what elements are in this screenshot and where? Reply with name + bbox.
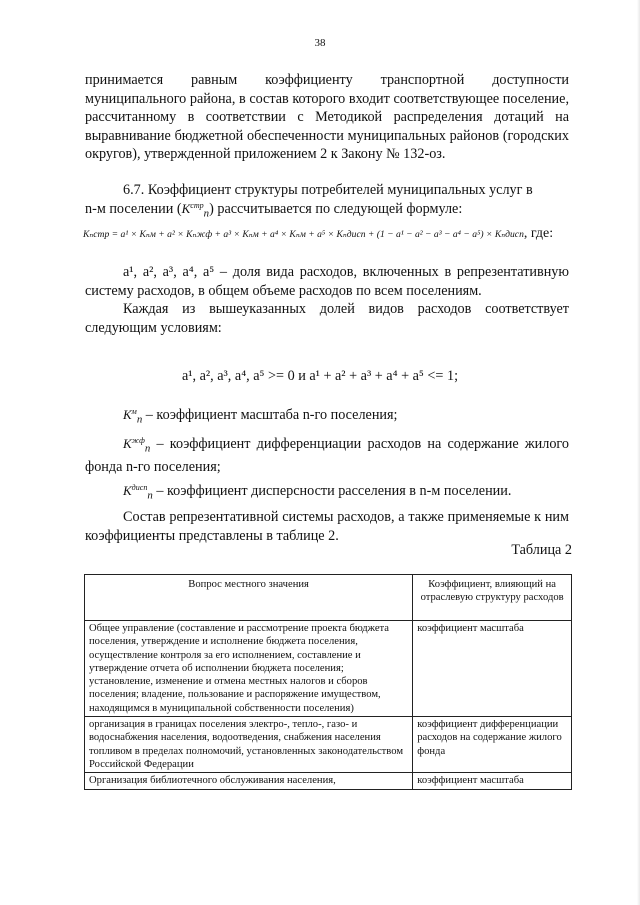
k-zhf-symbol: $K^{жф}_n$	[123, 436, 151, 455]
formula-expression: Kₙстр = a¹ × Kₙм + a² × Kₙжф + a³ × Kₙм + a⁴ × Kₙм + a⁵ × Kₙдисп + (1 − a¹ − a² − a³ − a⁴ − a⁵) × Kₙдисп	[83, 229, 524, 240]
body-paragraph-1	[85, 71, 569, 164]
definitions-block	[85, 406, 569, 545]
table-row	[85, 717, 572, 773]
section-intro-start: n-м поселении (	[85, 200, 182, 217]
table-row	[85, 773, 572, 789]
shares-definition: a¹, a², a³, a⁴, a⁵ – доля вида расходов, включенных в репрезентативную систему расходов, в общем объеме расходов по всем поселениям.	[85, 264, 569, 299]
page-number: 38	[314, 37, 326, 49]
definition-k-m	[85, 406, 569, 429]
shares-block	[85, 263, 569, 337]
section-heading-line: 6.7. Коэффициент структуры потребителей муниципальных услуг в	[123, 182, 533, 198]
definition-k-m-text: – коэффициент масштаба n-го поселения;	[142, 407, 398, 423]
table-header-row	[85, 575, 572, 621]
table-cell-issue: Организация библиотечного обслуживания населения,	[85, 773, 413, 789]
section-6-7	[85, 181, 569, 223]
k-disp-symbol: $K^{дисп}_n$	[123, 482, 153, 502]
table-header-issue: Вопрос местного значения	[85, 575, 413, 621]
table-row	[85, 621, 572, 717]
formula-tail: , где:	[523, 226, 554, 241]
paragraph-continuation: принимается равным коэффициенту транспортной доступности муниципального района, в состав которого входит соответствующее поселение, рассчитанному в соответствии с Методикой распределения дотаций на выравнивание бюджетной обеспеченности муниципальных районов (городских округов), утвержденной приложением 2 к Закону № 132-оз.	[85, 72, 569, 163]
definition-k-disp	[85, 482, 569, 505]
data-table	[84, 574, 572, 790]
conditions-intro: Каждая из вышеуказанных долей видов расходов соответствует следующим условиям:	[85, 301, 569, 336]
table-cell-issue: организация в границах поселения электро-, тепло-, газо- и водоснабжения населения, водоотведения, снабжения населения топливом в пределах полномочий, установленных законодательством Российской Федерации	[85, 717, 413, 773]
conditions-formula: a¹, a², a³, a⁴, a⁵ >= 0 и a¹ + a² + a³ + a⁴ + a⁵ <= 1;	[181, 368, 459, 384]
section-intro-end: ) рассчитывается по следующей формуле:	[209, 200, 463, 217]
definition-k-disp-text: – коэффициент дисперсности расселения в n-м поселении.	[152, 482, 512, 499]
section-formula-intro	[85, 200, 569, 223]
table-caption: Таблица 2	[511, 542, 572, 558]
k-str-symbol: $K^{стр}_n$	[181, 200, 210, 220]
table-header-coefficient: Коэффициент, влияющий на отраслевую структуру расходов	[413, 575, 572, 621]
definition-k-zhf	[85, 435, 569, 477]
table-cell-coefficient: коэффициент масштаба	[413, 773, 572, 789]
table-cell-coefficient: коэффициент масштаба	[413, 621, 572, 717]
table-cell-coefficient: коэффициент дифференциации расходов на содержание жилого фонда	[413, 717, 572, 773]
formula	[83, 226, 573, 242]
k-m-symbol: $K^м_n$	[123, 407, 143, 426]
definition-k-zhf-text: – коэффициент дифференциации расходов на содержание жилого фонда n-го поселения;	[85, 436, 569, 476]
composition-text: Состав репрезентативной системы расходов, а также применяемые к ним коэффициенты представлены в таблице 2.	[85, 509, 569, 544]
table-cell-issue: Общее управление (составление и рассмотрение проекта бюджета поселения, утверждение и исполнение бюджета поселения, осуществление контроля за его исполнением, составление и утверждение отчета об исполнении бюджета поселения; установление, изменение и отмена местных налогов и сборов поселения; владение, пользование и распоряжение имуществом, находящимся в муниципальной собственности поселения)	[85, 621, 413, 717]
